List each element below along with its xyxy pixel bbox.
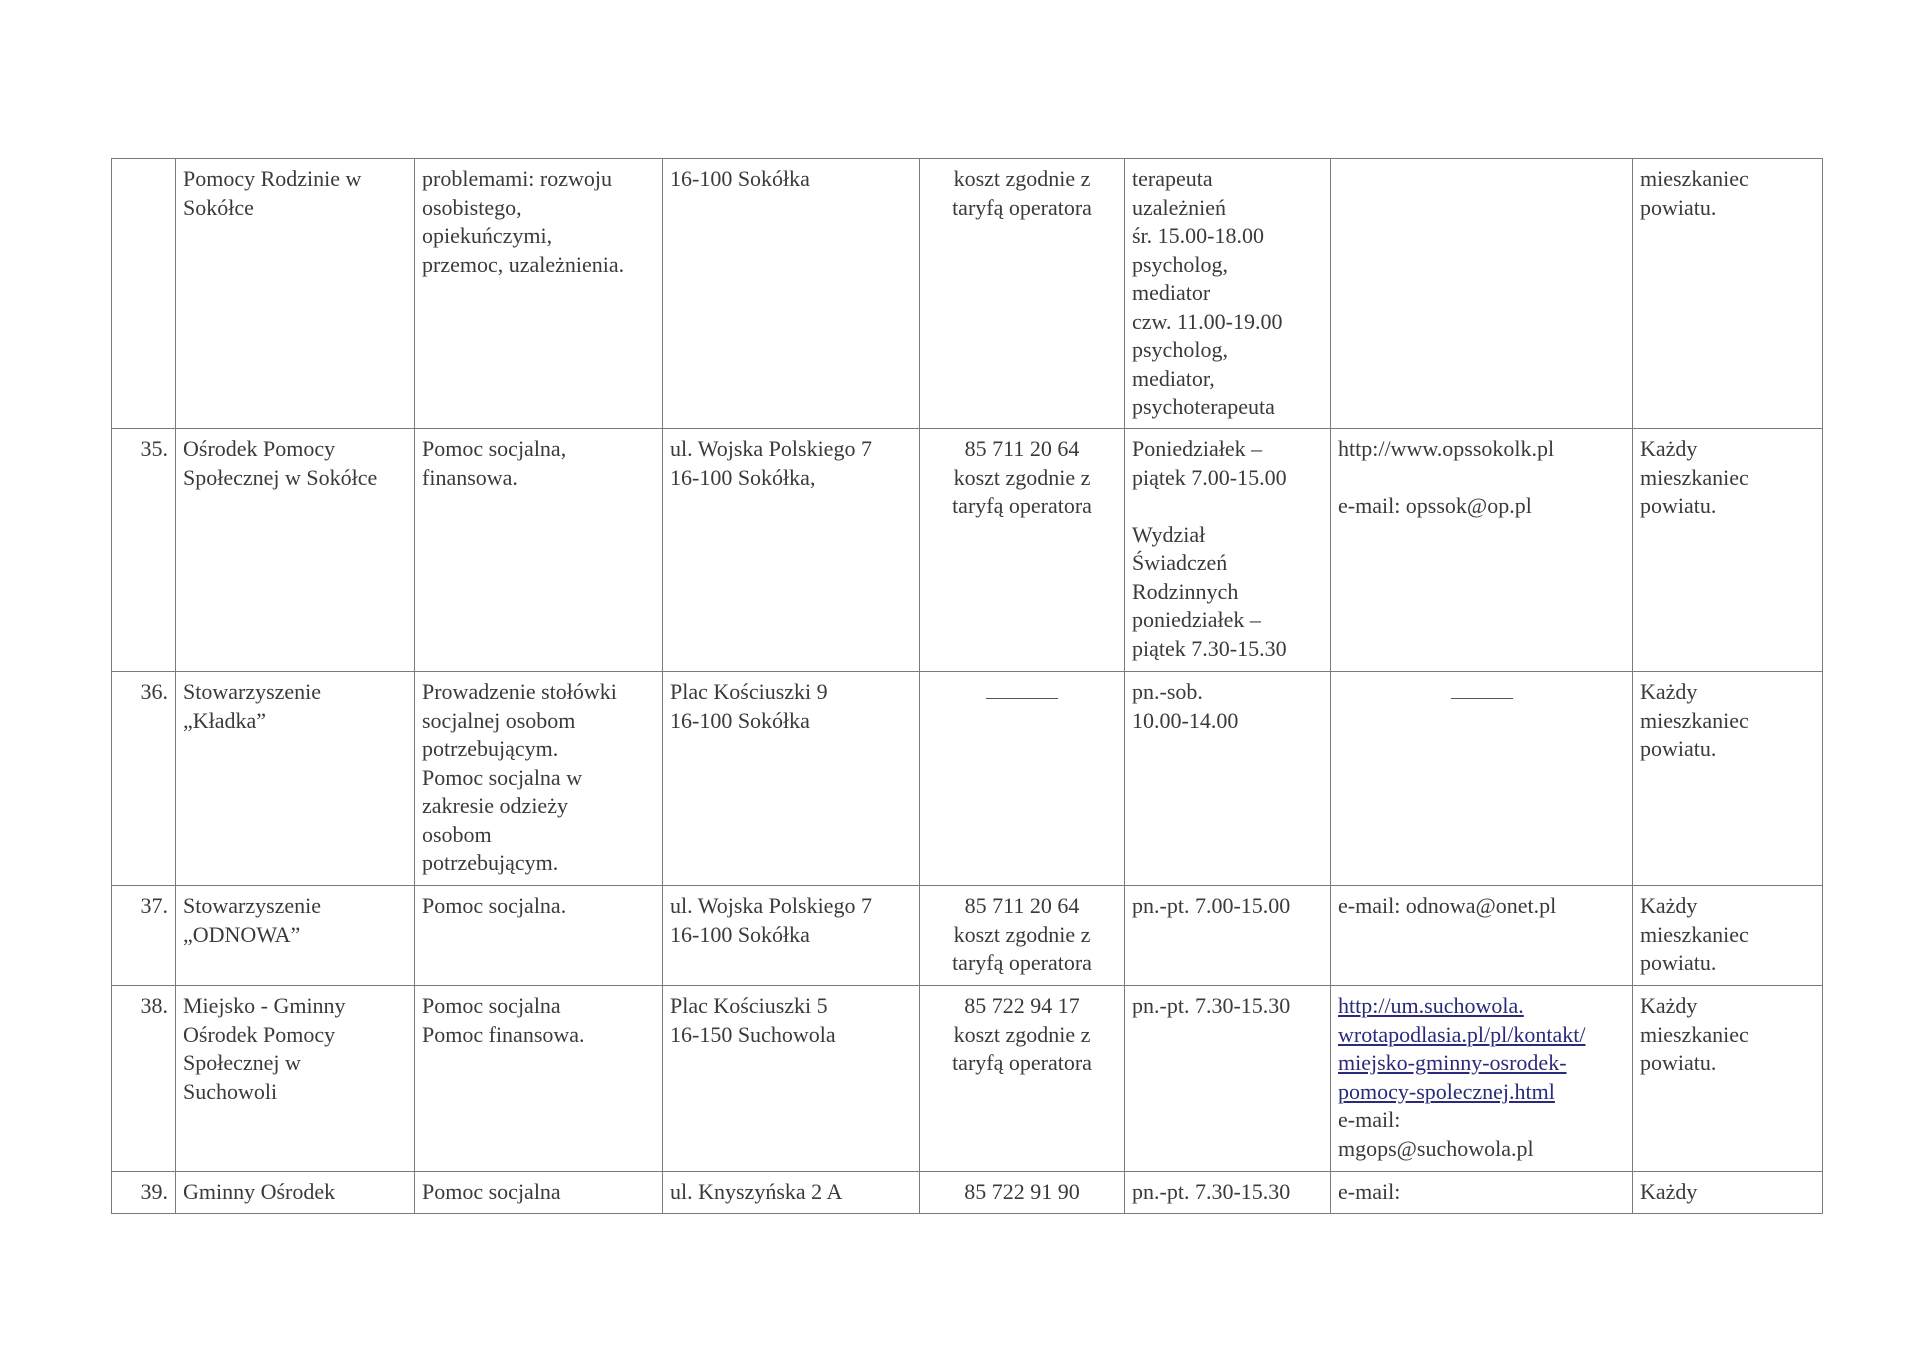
website-link[interactable]: wrotapodlasia.pl/pl/kontakt/ xyxy=(1338,1021,1586,1047)
scope-of-help: Pomoc socjalna xyxy=(415,1172,663,1214)
institutions-table xyxy=(111,158,1823,1214)
address: Plac Kościuszki 5 16-150 Suchowola xyxy=(663,986,920,1172)
website-email xyxy=(1331,429,1633,672)
row-number: 35. xyxy=(112,429,176,672)
table-row xyxy=(112,672,1823,886)
opening-hours: Poniedziałek – piątek 7.00-15.00 Wydział Świadczeń Rodzinnych poniedziałek – piątek 7.30-15.30 xyxy=(1125,429,1331,672)
target-group: mieszkaniec powiatu. xyxy=(1633,159,1823,429)
row-number: 36. xyxy=(112,672,176,886)
address: Plac Kościuszki 9 16-100 Sokółka xyxy=(663,672,920,886)
phone: 85 711 20 64 koszt zgodnie z taryfą operatora xyxy=(920,429,1125,672)
institution-name: Miejsko - Gminny Ośrodek Pomocy Społecznej w Suchowoli xyxy=(176,986,415,1172)
scope-of-help: Prowadzenie stołówki socjalnej osobom potrzebującym. Pomoc socjalna w zakresie odzieży osobom potrzebującym. xyxy=(415,672,663,886)
scope-of-help: Pomoc socjalna. xyxy=(415,886,663,986)
website-link[interactable]: pomocy-spolecznej.html xyxy=(1338,1078,1555,1104)
row-number: 37. xyxy=(112,886,176,986)
table-row xyxy=(112,986,1823,1172)
address: 16-100 Sokółka xyxy=(663,159,920,429)
row-number xyxy=(112,159,176,429)
phone: koszt zgodnie z taryfą operatora xyxy=(920,159,1125,429)
target-group: Każdy xyxy=(1633,1172,1823,1214)
institution-name: Stowarzyszenie „ODNOWA” xyxy=(176,886,415,986)
scope-of-help: problemami: rozwoju osobistego, opiekuńczymi, przemoc, uzależnienia. xyxy=(415,159,663,429)
table-row xyxy=(112,429,1823,672)
address: ul. Knyszyńska 2 A xyxy=(663,1172,920,1214)
email-text: e-mail: odnowa@onet.pl xyxy=(1338,893,1557,918)
scope-of-help: Pomoc socjalna Pomoc finansowa. xyxy=(415,986,663,1172)
table-row xyxy=(112,159,1823,429)
institution-name: Gminny Ośrodek xyxy=(176,1172,415,1214)
opening-hours: pn.-sob. 10.00-14.00 xyxy=(1125,672,1331,886)
opening-hours: pn.-pt. 7.00-15.00 xyxy=(1125,886,1331,986)
website-email xyxy=(1331,1172,1633,1214)
address: ul. Wojska Polskiego 7 16-100 Sokółka, xyxy=(663,429,920,672)
phone: 85 722 91 90 xyxy=(920,1172,1125,1214)
table-row xyxy=(112,1172,1823,1214)
phone: 85 711 20 64 koszt zgodnie z taryfą operatora xyxy=(920,886,1125,986)
blank-dash xyxy=(986,682,1058,699)
opening-hours: pn.-pt. 7.30-15.30 xyxy=(1125,1172,1331,1214)
target-group: Każdy mieszkaniec powiatu. xyxy=(1633,986,1823,1172)
website-link[interactable]: http://www.opssokolk.pl xyxy=(1338,436,1555,461)
institution-name: Stowarzyszenie „Kładka” xyxy=(176,672,415,886)
website-email xyxy=(1331,672,1633,886)
website-link[interactable]: http://um.suchowola. xyxy=(1338,993,1524,1018)
phone: 85 722 94 17 koszt zgodnie z taryfą operatora xyxy=(920,986,1125,1172)
email-label: e-mail: xyxy=(1338,1107,1401,1132)
target-group: Każdy mieszkaniec powiatu. xyxy=(1633,672,1823,886)
row-number: 38. xyxy=(112,986,176,1172)
target-group: Każdy mieszkaniec powiatu. xyxy=(1633,429,1823,672)
target-group: Każdy mieszkaniec powiatu. xyxy=(1633,886,1823,986)
website-link[interactable]: miejsko-gminny-osrodek- xyxy=(1338,1050,1567,1075)
website-email xyxy=(1331,986,1633,1172)
website-email xyxy=(1331,886,1633,986)
email-text: mgops@suchowola.pl xyxy=(1338,1135,1534,1161)
table-row xyxy=(112,886,1823,986)
website-email xyxy=(1331,159,1633,429)
email-text: e-mail: opssok@op.pl xyxy=(1338,493,1532,518)
blank-dash xyxy=(1451,682,1513,699)
institution-name: Pomocy Rodzinie w Sokółce xyxy=(176,159,415,429)
institution-name: Ośrodek Pomocy Społecznej w Sokółce xyxy=(176,429,415,672)
opening-hours: pn.-pt. 7.30-15.30 xyxy=(1125,986,1331,1172)
address: ul. Wojska Polskiego 7 16-100 Sokółka xyxy=(663,886,920,986)
opening-hours: terapeuta uzależnień śr. 15.00-18.00 psycholog, mediator czw. 11.00-19.00 psycholog, mediator, psychoterapeuta xyxy=(1125,159,1331,429)
row-number: 39. xyxy=(112,1172,176,1214)
scope-of-help: Pomoc socjalna, finansowa. xyxy=(415,429,663,672)
phone xyxy=(920,672,1125,886)
email-label: e-mail: xyxy=(1338,1179,1401,1204)
